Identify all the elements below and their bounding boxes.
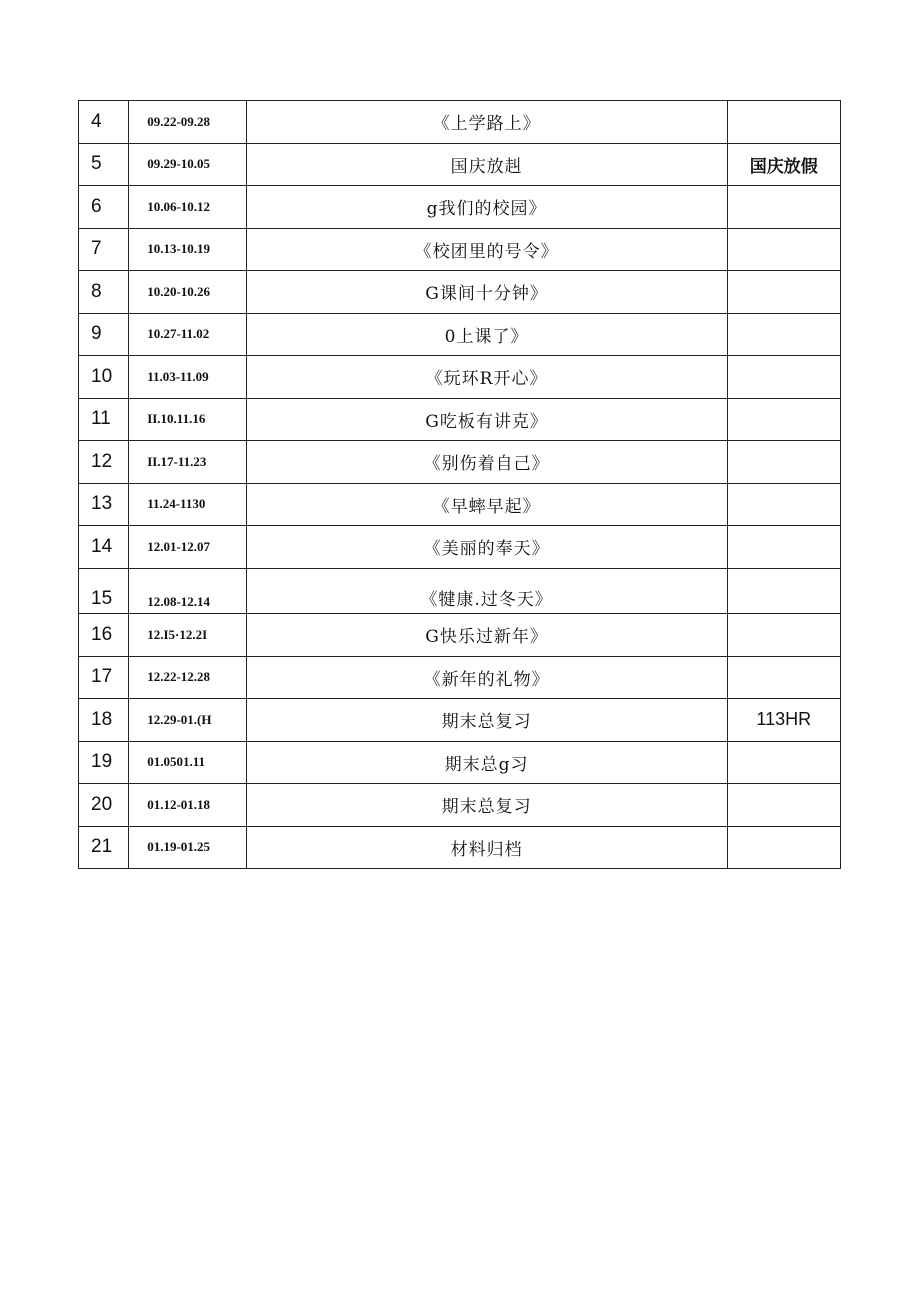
table-row — [79, 313, 841, 356]
date-range: 10.27-11.02 — [129, 313, 246, 356]
date-range: 11.24-1130 — [129, 483, 246, 526]
table-row — [79, 271, 841, 314]
table-row — [79, 186, 841, 229]
week-number: 10 — [79, 356, 129, 399]
lesson-content: G快乐过新年》 — [246, 614, 727, 657]
date-range: II.17-11.23 — [129, 441, 246, 484]
table-row — [79, 568, 841, 614]
remark — [727, 526, 840, 569]
table-row — [79, 143, 841, 186]
remark — [727, 313, 840, 356]
table-row — [79, 656, 841, 699]
lesson-content: 《玩环R开心》 — [246, 356, 727, 399]
table-row — [79, 228, 841, 271]
week-number: 7 — [79, 228, 129, 271]
remark — [727, 741, 840, 784]
date-range: 10.06-10.12 — [129, 186, 246, 229]
lesson-content: 《早蟀早起》 — [246, 483, 727, 526]
date-range: 09.22-09.28 — [129, 101, 246, 144]
lesson-content: 期末总复习 — [246, 784, 727, 827]
remark — [727, 614, 840, 657]
week-number: 20 — [79, 784, 129, 827]
remark — [727, 228, 840, 271]
remark — [727, 186, 840, 229]
remark — [727, 483, 840, 526]
date-range: 12.08-12.14 — [129, 568, 246, 614]
date-range: 12.22-12.28 — [129, 656, 246, 699]
table-row — [79, 483, 841, 526]
table-row — [79, 826, 841, 869]
remark — [727, 441, 840, 484]
remark: 国庆放假 — [727, 143, 840, 186]
remark — [727, 356, 840, 399]
date-range: 12.I5·12.2I — [129, 614, 246, 657]
lesson-content: 国庆放赳 — [246, 143, 727, 186]
remark: 113HR — [727, 699, 840, 742]
table-row — [79, 784, 841, 827]
lesson-content: 材料归档 — [246, 826, 727, 869]
lesson-content: 《别伤着自己》 — [246, 441, 727, 484]
lesson-content: 期末总g习 — [246, 741, 727, 784]
remark — [727, 784, 840, 827]
table-row — [79, 614, 841, 657]
table-row — [79, 441, 841, 484]
table-row — [79, 398, 841, 441]
week-number: 8 — [79, 271, 129, 314]
date-range: 01.12-01.18 — [129, 784, 246, 827]
date-range: II.10.11.16 — [129, 398, 246, 441]
remark — [727, 568, 840, 614]
week-number: 12 — [79, 441, 129, 484]
week-number: 9 — [79, 313, 129, 356]
date-range: 01.19-01.25 — [129, 826, 246, 869]
date-range: 11.03-11.09 — [129, 356, 246, 399]
lesson-content: G吃板有讲克》 — [246, 398, 727, 441]
remark — [727, 826, 840, 869]
lesson-content: 《上学路上》 — [246, 101, 727, 144]
week-number: 15 — [79, 568, 129, 614]
table-row — [79, 526, 841, 569]
week-number: 6 — [79, 186, 129, 229]
lesson-content: 期末总复习 — [246, 699, 727, 742]
week-number: 18 — [79, 699, 129, 742]
table-row — [79, 699, 841, 742]
week-number: 11 — [79, 398, 129, 441]
table-row — [79, 101, 841, 144]
week-number: 21 — [79, 826, 129, 869]
week-number: 14 — [79, 526, 129, 569]
remark — [727, 271, 840, 314]
remark — [727, 656, 840, 699]
week-number: 13 — [79, 483, 129, 526]
week-number: 19 — [79, 741, 129, 784]
week-number: 17 — [79, 656, 129, 699]
table-row — [79, 356, 841, 399]
date-range: 01.0501.11 — [129, 741, 246, 784]
remark — [727, 398, 840, 441]
lesson-content: 《犍康.过冬天》 — [246, 568, 727, 614]
date-range: 10.20-10.26 — [129, 271, 246, 314]
lesson-content: G课间十分钟》 — [246, 271, 727, 314]
lesson-content: 《校团里的号令》 — [246, 228, 727, 271]
date-range: 10.13-10.19 — [129, 228, 246, 271]
lesson-content: g我们的校园》 — [246, 186, 727, 229]
date-range: 12.01-12.07 — [129, 526, 246, 569]
table-row — [79, 741, 841, 784]
date-range: 09.29-10.05 — [129, 143, 246, 186]
week-number: 4 — [79, 101, 129, 144]
schedule-table — [78, 100, 841, 869]
remark — [727, 101, 840, 144]
lesson-content: 《新年的礼物》 — [246, 656, 727, 699]
lesson-content: 0上课了》 — [246, 313, 727, 356]
week-number: 5 — [79, 143, 129, 186]
date-range: 12.29-01.(H — [129, 699, 246, 742]
lesson-content: 《美丽的奉天》 — [246, 526, 727, 569]
week-number: 16 — [79, 614, 129, 657]
